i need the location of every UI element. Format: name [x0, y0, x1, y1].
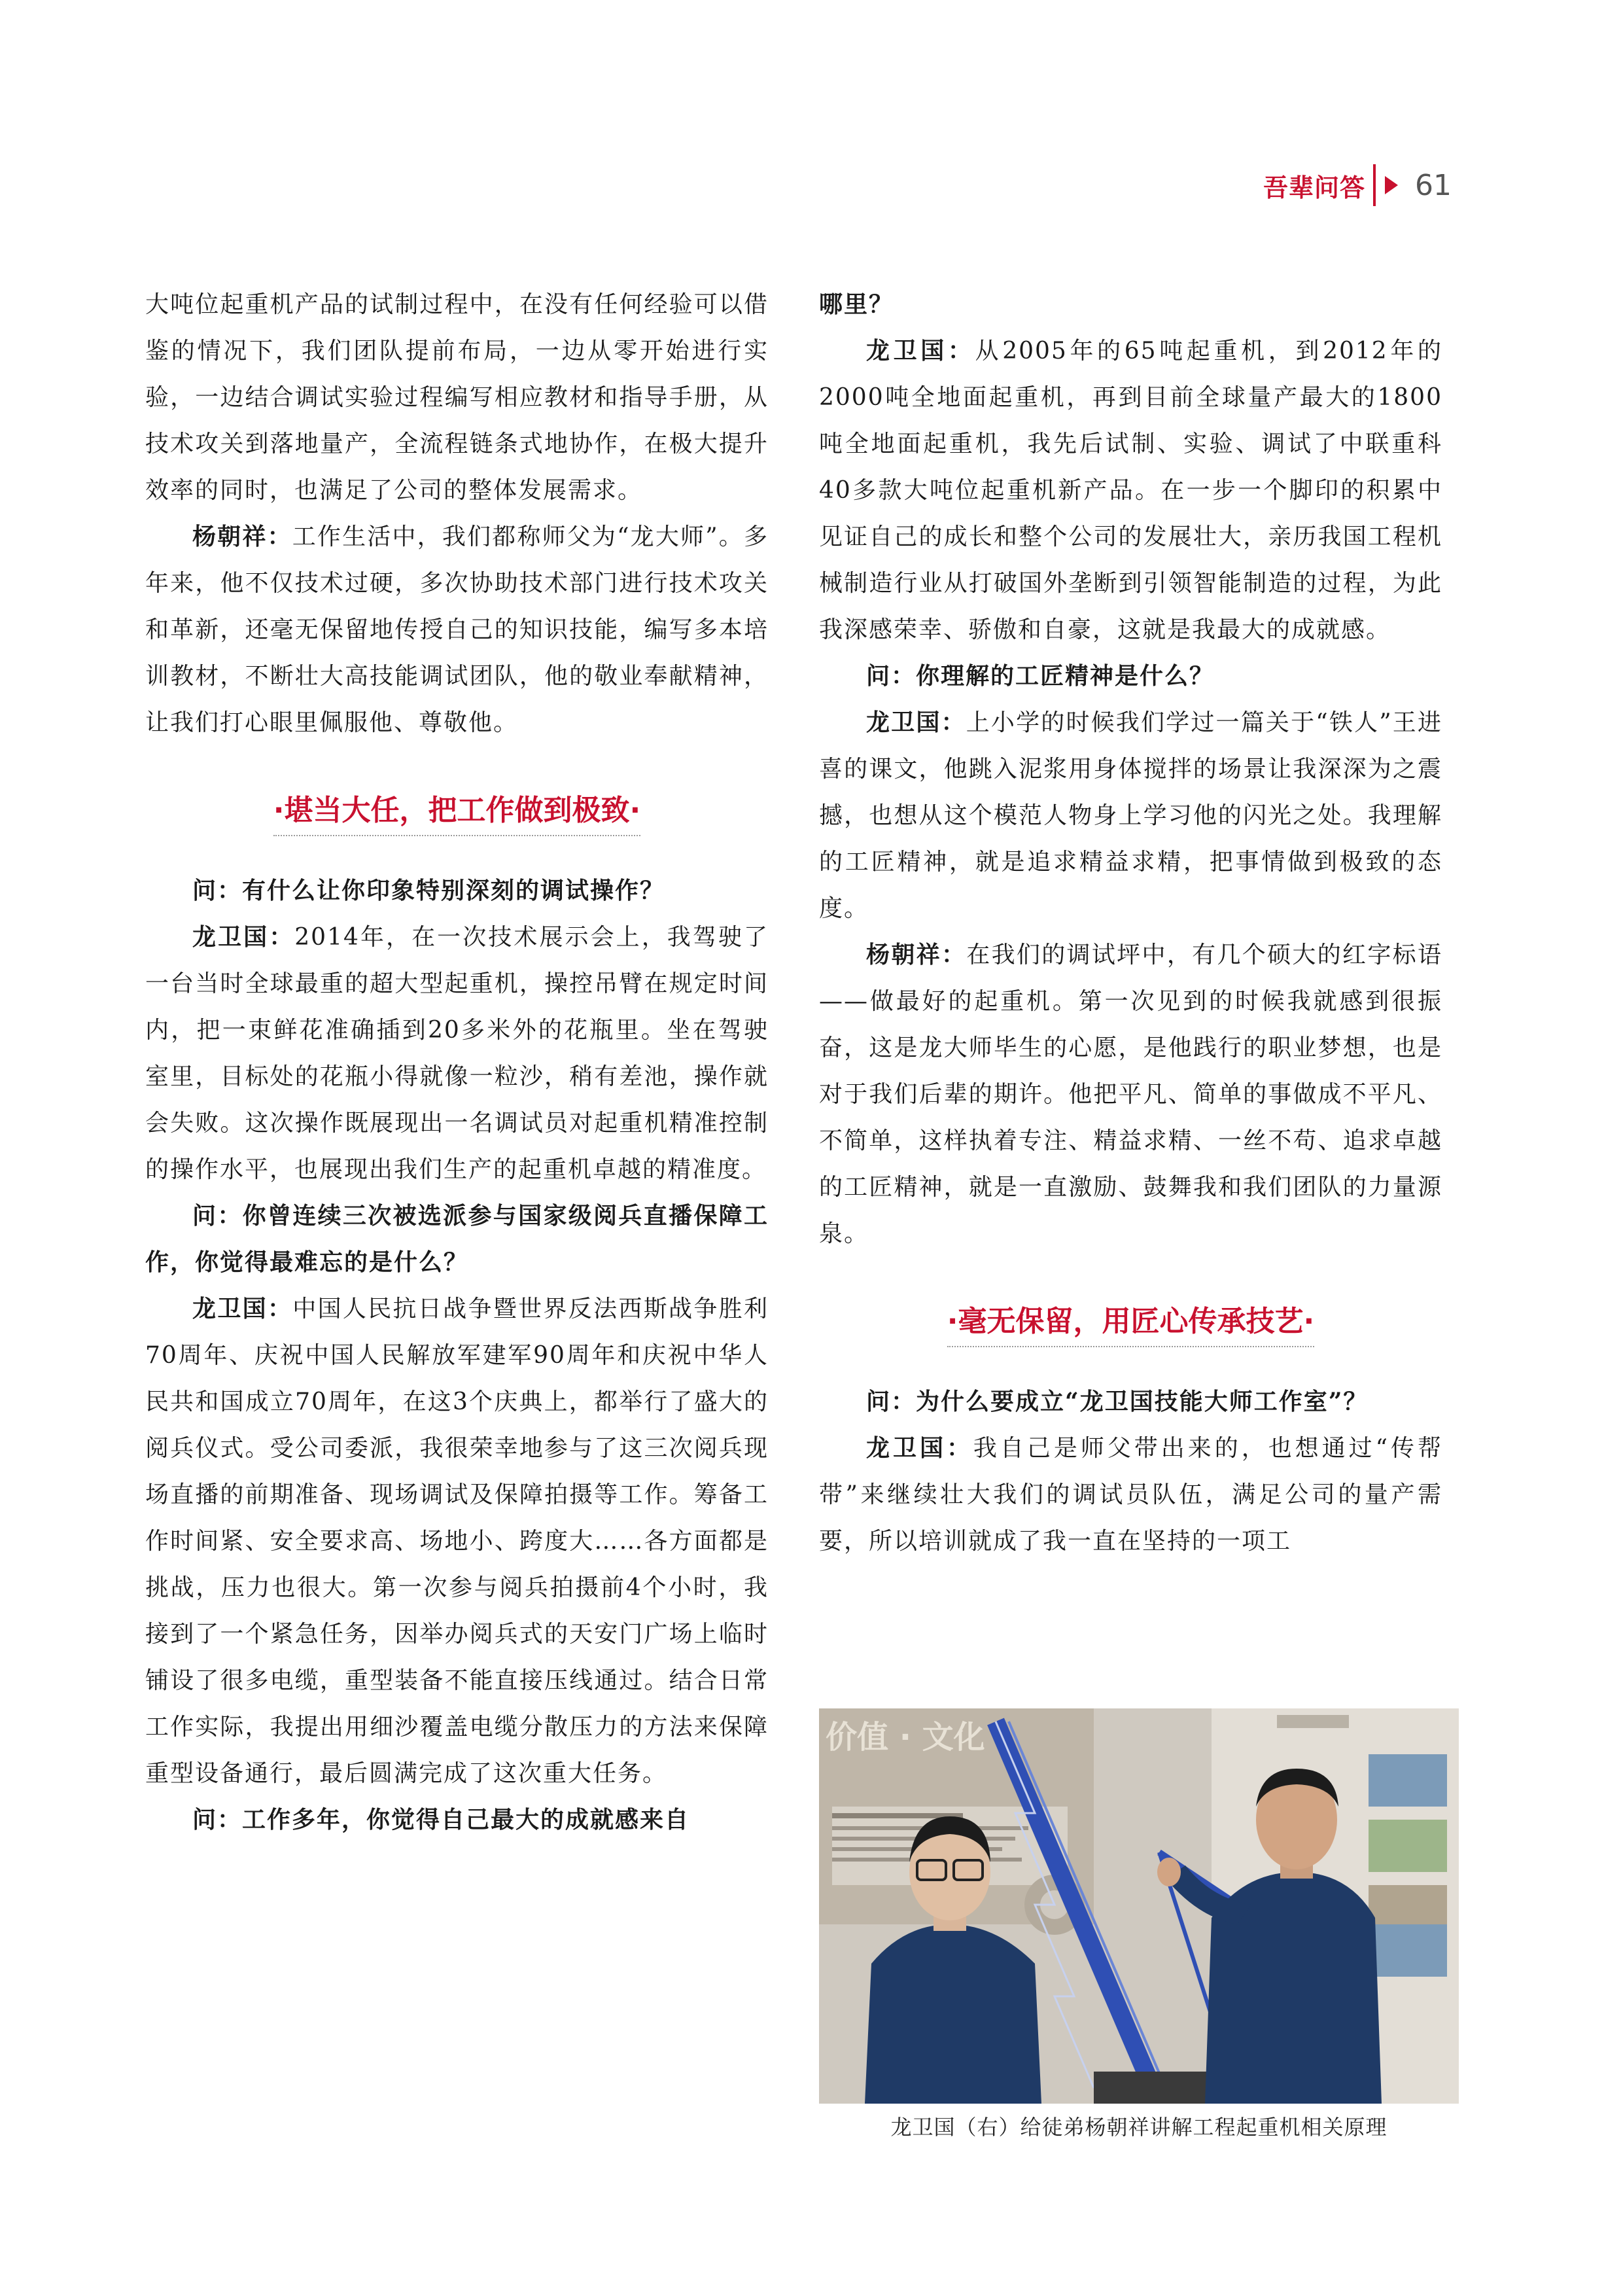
- answer-text: 2014年，在一次技术展示会上，我驾驶了一台当时全球最重的超大型起重机，操控吊臂在规定时间内，把一束鲜花准确插到20多米外的花瓶里。坐在驾驶室里，目标处的花瓶小得就像一粒沙，稍有差池，操作就会失败。这次操作既展现出一名调试员对起重机精准控制的操作水平，也展现出我们生产的起重机卓越的精准度。: [145, 924, 769, 1183]
- paragraph: [819, 932, 1442, 1257]
- question: 问：你理解的工匠精神是什么？: [866, 662, 1215, 690]
- paragraph: [819, 699, 1442, 932]
- paragraph: [145, 1286, 769, 1797]
- speaker-name: 杨朝祥：: [866, 941, 967, 968]
- wall-sign: 价值 · 文化: [826, 1719, 985, 1756]
- photo-caption: 龙卫国（右）给徒弟杨朝祥讲解工程起重机相关原理: [890, 2115, 1387, 2140]
- page-number: 61: [1415, 168, 1452, 202]
- page-header: [1263, 162, 1452, 208]
- answer-text: 在我们的调试坪中，有几个硕大的红字标语——做最好的起重机。第一次见到的时候我就感到很振奋，这是龙大师毕生的心愿，是他践行的职业梦想，也是对于我们后辈的期许。他把平凡、简单的事做成不平凡、不简单，这样执着专注、精益求精、一丝不苟、追求卓越的工匠精神，就是一直激励、鼓舞我和我们团队的力量源泉。: [819, 942, 1442, 1247]
- question: 问：有什么让你印象特别深刻的调试操作？: [192, 877, 665, 904]
- speaker-name: 龙卫国：: [192, 1295, 293, 1322]
- article-photo: [819, 1708, 1459, 2104]
- speaker-name: 龙卫国：: [866, 1434, 973, 1462]
- header-divider: [1373, 164, 1376, 206]
- photo-illustration: [819, 1708, 1459, 2104]
- section-name: 吾辈问答: [1263, 173, 1365, 202]
- paragraph: [145, 914, 769, 1193]
- answer-text: 上小学的时候我们学过一篇关于“铁人”王进喜的课文，他跳入泥浆用身体搅拌的场景让我深深为之震撼，也想从这个模范人物身上学习他的闪光之处。我理解的工匠精神，就是追求精益求精，把事情做到极致的态度。: [819, 709, 1442, 922]
- question: 问：工作多年，你觉得自己最大的成就感来自: [192, 1806, 690, 1833]
- answer-text: 我自己是师父带出来的，也想通过“传帮带”来继续壮大我们的调试员队伍，满足公司的量产需要，所以培训就成了我一直在坚持的一项工: [819, 1435, 1442, 1555]
- question: 哪里？: [819, 291, 894, 318]
- speaker-name: 杨朝祥：: [192, 523, 292, 550]
- speaker-name: 龙卫国：: [192, 923, 295, 951]
- answer-text: 中国人民抗日战争暨世界反法西斯战争胜利70周年、庆祝中国人民解放军建军90周年和庆祝中华人民共和国成立70周年，在这3个庆典上，都举行了盛大的阅兵仪式。受公司委派，我很荣幸地参与了这三次阅兵现场直播的前期准备、现场调试及保障拍摄等工作。筹备工作时间紧、安全要求高、场地小、跨度大……各方面都是挑战，压力也很大。第一次参与阅兵拍摄前4个小时，我接到了一个紧急任务，因举办阅兵式的天安门广场上临时铺设了很多电缆，重型装备不能直接压线通过。结合日常工作实际，我提出用细沙覆盖电缆分散压力的方法来保障重型设备通行，最后圆满完成了这次重大任务。: [145, 1296, 769, 1787]
- section-heading: ·毫无保留，用匠心传承技艺·: [819, 1298, 1442, 1354]
- answer-text: 工作生活中，我们都称师父为“龙大师”。多年来，他不仅技术过硬，多次协助技术部门进行技术攻关和革新，还毫无保留地传授自己的知识技能，编写多本培训教材，不断壮大高技能调试团队，他的敬业奉献精神，让我们打心眼里佩服他、尊敬他。: [145, 523, 769, 736]
- right-column: [819, 281, 1442, 1564]
- section-heading: ·堪当大任，把工作做到极致·: [145, 786, 769, 843]
- speaker-name: 龙卫国：: [866, 337, 975, 364]
- paragraph: [145, 514, 769, 746]
- paragraph: [819, 1425, 1442, 1564]
- question: 问：你曾连续三次被选派参与国家级阅兵直播保障工作，你觉得最难忘的是什么？: [145, 1202, 769, 1276]
- left-column: [145, 281, 769, 1843]
- paragraph: 大吨位起重机产品的试制过程中，在没有任何经验可以借鉴的情况下，我们团队提前布局，一边从零开始进行实验，一边结合调试实验过程编写相应教材和指导手册，从技术攻关到落地量产，全流程链条式地协作，在极大提升效率的同时，也满足了公司的整体发展需求。: [145, 291, 769, 504]
- triangle-arrow-icon: [1385, 176, 1398, 194]
- question: 问：为什么要成立“龙卫国技能大师工作室”？: [866, 1388, 1369, 1415]
- paragraph: [819, 328, 1442, 653]
- answer-text: 从2005年的65吨起重机，到2012年的2000吨全地面起重机，再到目前全球量产最大的1800吨全地面起重机，我先后试制、实验、调试了中联重科40多款大吨位起重机新产品。在一步一个脚印的积累中见证自己的成长和整个公司的发展壮大，亲历我国工程机械制造行业从打破国外垄断到引领智能制造的过程，为此我深感荣幸、骄傲和自豪，这就是我最大的成就感。: [819, 338, 1442, 643]
- speaker-name: 龙卫国：: [866, 709, 966, 736]
